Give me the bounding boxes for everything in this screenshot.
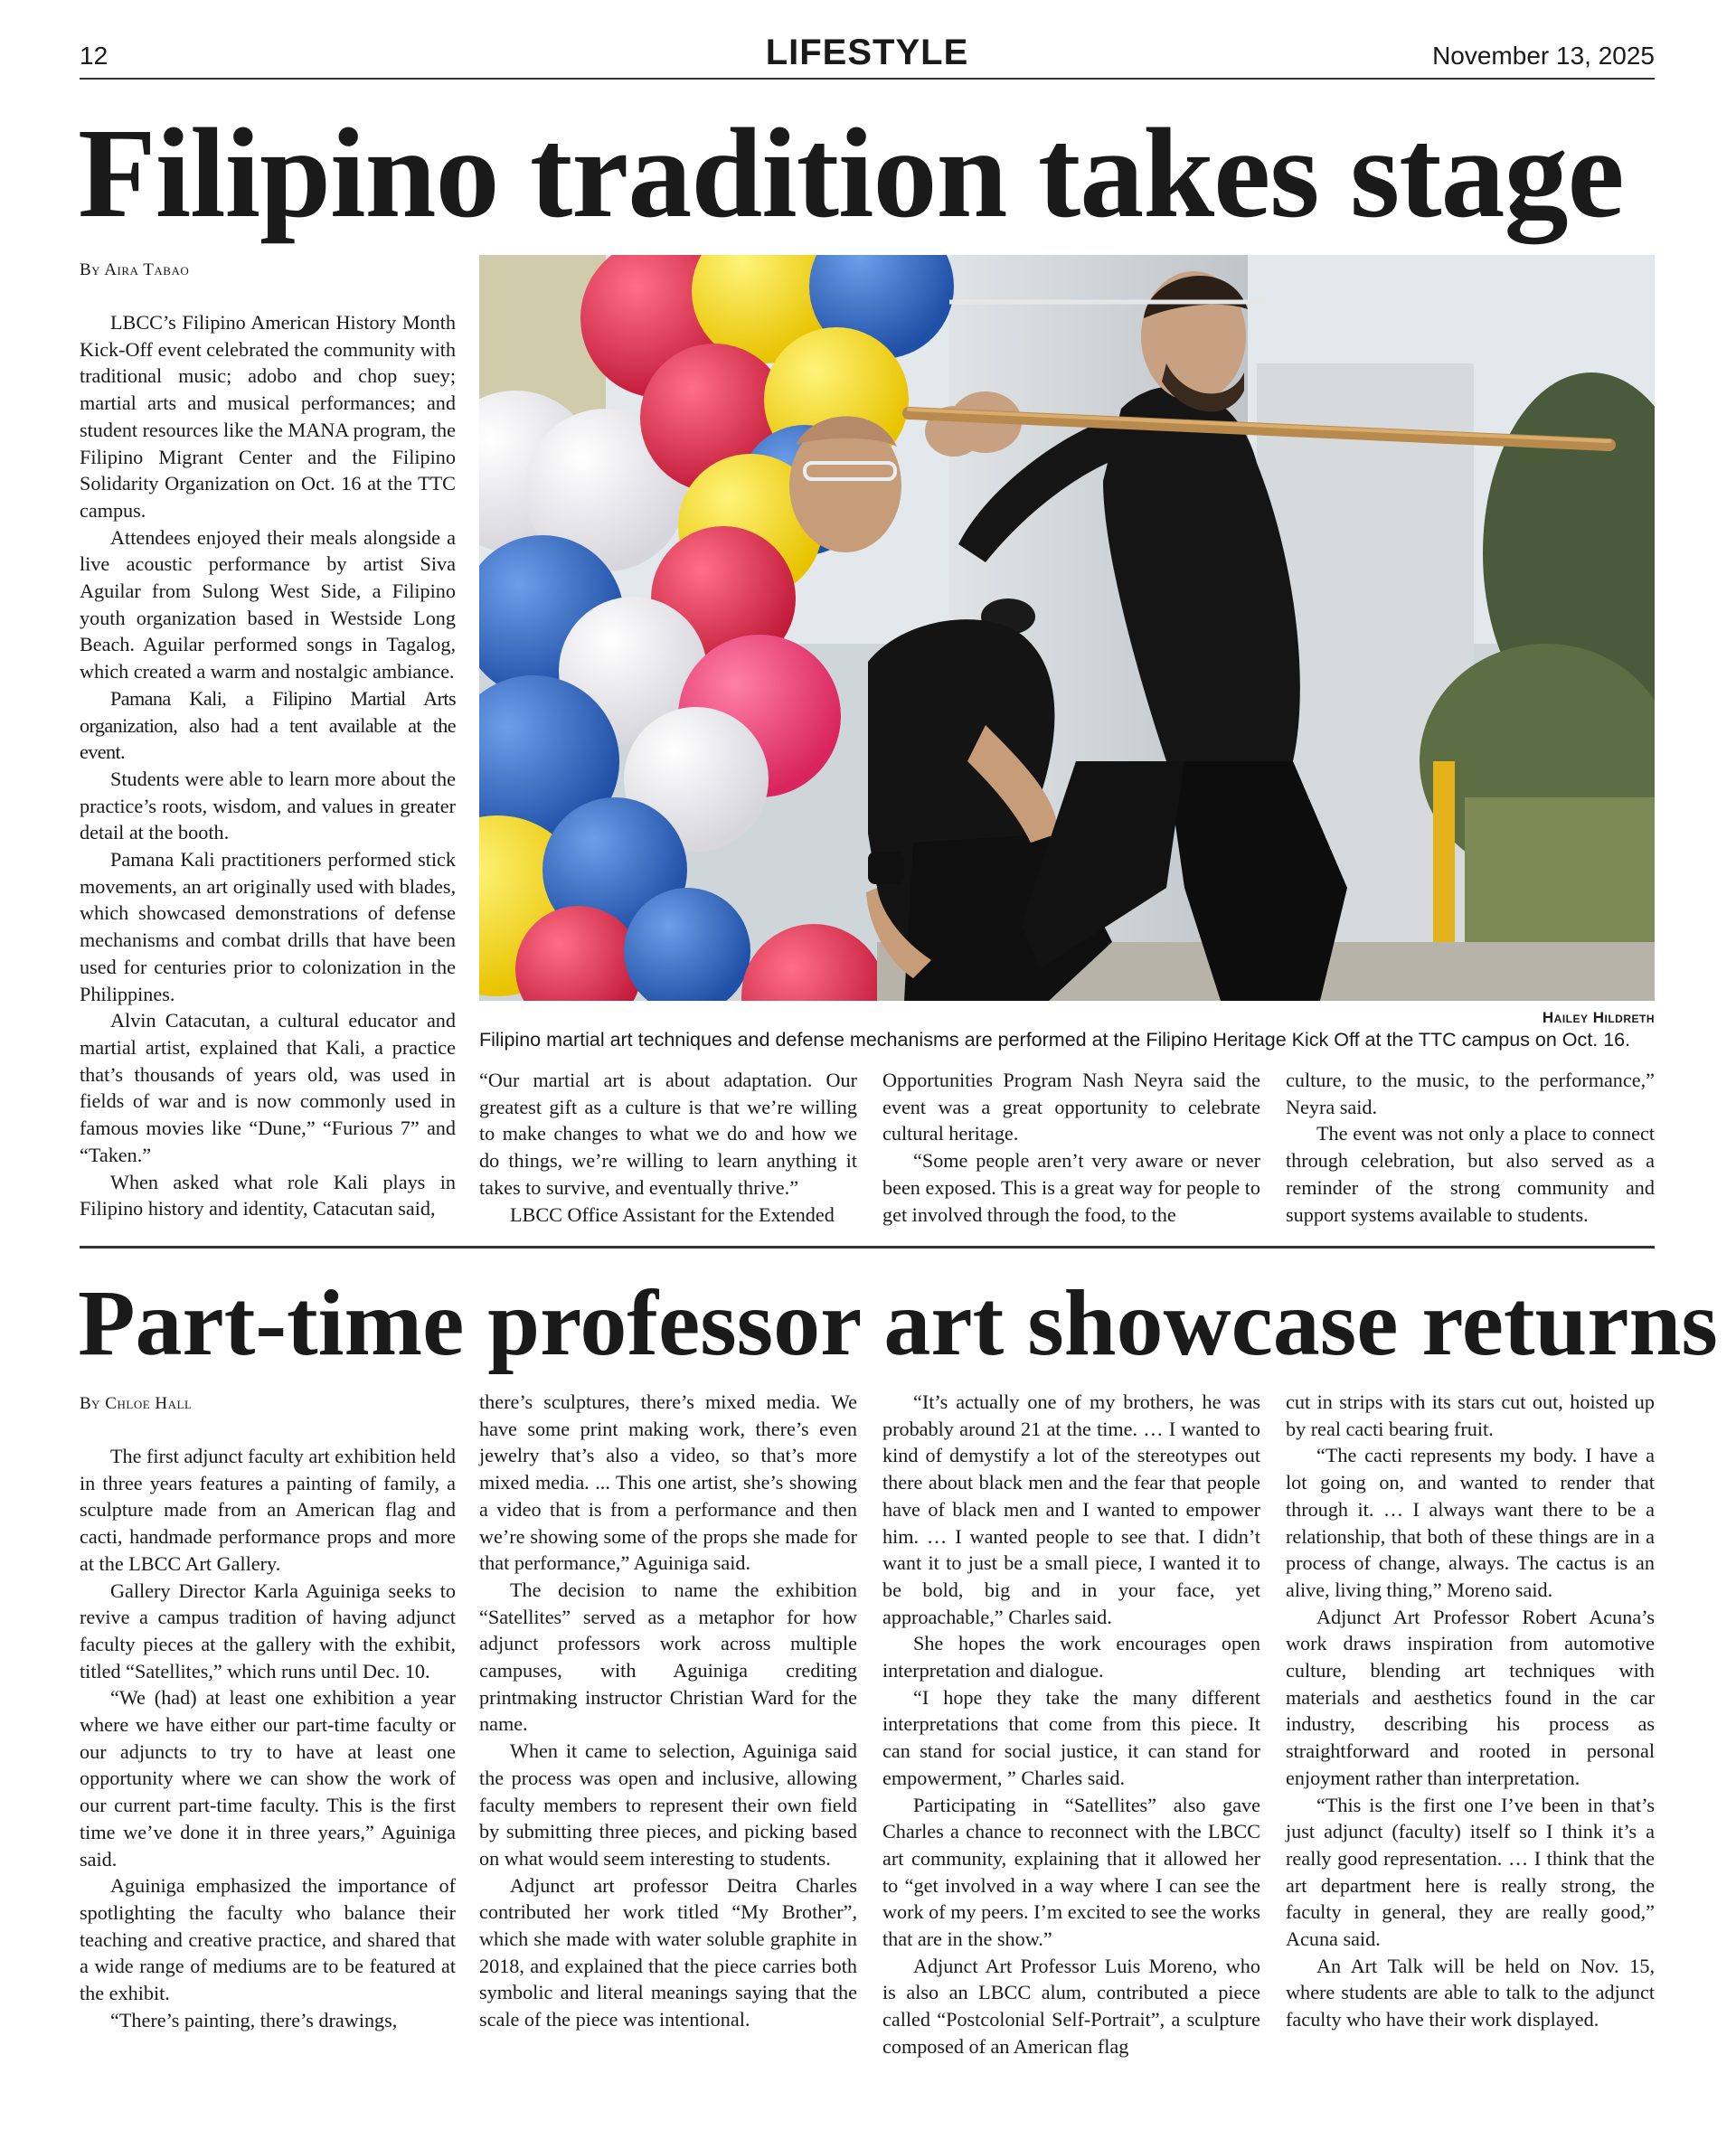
paragraph: She hopes the work encourages open interpretation and dialogue. [882, 1632, 1260, 1682]
paragraph: Opportunities Program Nash Neyra said the event was a great opportunity to celebrate cultural heritage. [882, 1069, 1260, 1145]
paragraph: The first adjunct faculty art exhibition held in three years features a painting of family, a sculpture made from an American flag and cacti, handmade performance props and more at the LBCC Art Gallery. [80, 1445, 456, 1575]
page-header [80, 33, 1655, 80]
article1-byline: By Aira Tabao [80, 260, 190, 279]
paragraph: Pamana Kali, a Filipino Martial Arts organization, also had a tent available at the event. [80, 686, 456, 764]
paragraph: Adjunct Art Professor Luis Moreno, who is also an LBCC alum, contributed a piece called “Postcolonial Self-Portrait”, a sculpture composed of an American flag [882, 1954, 1260, 2058]
paragraph: “I hope they take the many different interpretations that come from this piece. It can stand for social justice, it can stand for empowerment, ” Charles said. [882, 1685, 1260, 1789]
paragraph: Attendees enjoyed their meals alongside a live acoustic performance by artist Siva Aguilar from Sulong West Side, a Filipino youth organization based in Westside Long Beach. Aguilar performed songs in Tagalog, which created a warm and nostalgic ambiance. [80, 525, 456, 683]
paragraph: “This is the first one I’ve been in that’s just adjunct (faculty) itself so I think it’s a really good representation. … I think that the art department here is really strong, the faculty in general, they are really good,” Acuna said. [1286, 1793, 1655, 1951]
paragraph: LBCC Office Assistant for the Extended [510, 1202, 835, 1226]
article1-column-1 [80, 309, 456, 1222]
paragraph: When asked what role Kali plays in Filipino history and identity, Catacutan said, [80, 1170, 456, 1221]
paragraph: “The cacti represents my body. I have a lot going on, and wanted to render that through it. … I always want there to be a relationship, that both of these things are in a process of change, always. The cactus is an alive, living thing,” Moreno said. [1286, 1444, 1655, 1601]
article2-column-4 [1286, 1389, 1655, 2033]
paragraph: The decision to name the exhibition “Satellites” served as a metaphor for how adjunct professors work across multiple campuses, with Aguiniga crediting printmaking instructor Christian Ward for the name. [479, 1578, 857, 1736]
article2-column-3 [882, 1389, 1260, 2060]
photo-caption: Filipino martial art techniques and defense mechanisms are performed at the Filipino Heritage Kick Off at the TTC campus on Oct. 16. [479, 1029, 1631, 1051]
issue-date: November 13, 2025 [1432, 42, 1655, 70]
paragraph: Adjunct Art Professor Robert Acuna’s work draws inspiration from automotive culture, blending art techniques with materials and aesthetics found in the car industry, describing his process as straightforward and rooted in personal enjoyment rather than interpretation. [1286, 1605, 1655, 1789]
article2-headline: Part-time professor art showcase returns [78, 1271, 1718, 1375]
paragraph: Aguiniga emphasized the importance of spotlighting the faculty who balance their teaching and creative practice, and shared that a wide range of mediums are to be featured at the exhibit. [80, 1874, 456, 2005]
article2-byline: By Chloe Hall [80, 1394, 193, 1413]
paragraph: Students were able to learn more about the practice’s roots, wisdom, and values in greater detail at the booth. [80, 767, 456, 844]
paragraph: Pamana Kali practitioners performed stick movements, an art originally used with blades, which showcased demonstrations of defense mechanisms and combat drills that have been used for centuries prior to colonization in the Philippines. [80, 848, 456, 1005]
paragraph: cut in strips with its stars cut out, hoisted up by real cacti bearing fruit. [1286, 1390, 1655, 1440]
paragraph: “It’s actually one of my brothers, he was probably around 21 at the time. … I wanted to kind of demystify a lot of the stereotypes out there about black men and the fear that people have of black men and I wanted to empower him. … I wanted people to see that. I didn’t want it to just be a small piece, I wanted it to be bold, big and in your face, yet approachable,” Charles said. [882, 1390, 1260, 1628]
paragraph: The event was not only a place to connect through celebration, but also served as a reminder of the strong community and support systems available to students. [1286, 1122, 1655, 1226]
paragraph: Gallery Director Karla Aguiniga seeks to revive a campus tradition of having adjunct faculty pieces at the gallery with the exhibit, titled “Satellites,” which runs until Dec. 10. [80, 1579, 456, 1682]
article2-column-1 [80, 1443, 456, 2033]
article1-photo [479, 255, 1655, 1001]
paragraph: “Our martial art is about adaptation. Our greatest gift as a culture is that we’re willing to make changes to what we do and how we do things, we’re willing to learn anything it takes to survive, and eventually thrive.” [479, 1069, 857, 1199]
paragraph: culture, to the music, to the performance,” Neyra said. [1286, 1069, 1655, 1118]
paragraph: Alvin Catacutan, a cultural educator and martial artist, explained that Kali, a practice that’s thousands of years old, was used in fields of war and is now commonly used in famous movies like “Dune,” “Furious 7” and “Taken.” [80, 1009, 456, 1166]
page-number: 12 [80, 42, 108, 70]
photo-credit: Hailey Hildreth [1542, 1009, 1655, 1026]
martial-arts-photo [479, 255, 1655, 1001]
article2-column-2 [479, 1389, 857, 2033]
paragraph: LBCC’s Filipino American History Month Kick-Off event celebrated the community with traditional music; adobo and chop suey; martial arts and musical performances; and student resources like the MANA program, the Filipino Migrant Center and the Filipino Solidarity Organization on Oct. 16 at the TTC campus. [80, 311, 456, 522]
article1-column-2 [479, 1067, 857, 1228]
paragraph: An Art Talk will be held on Nov. 15, where students are able to talk to the adjunct faculty who have their work displayed. [1286, 1954, 1655, 2031]
paragraph: Adjunct art professor Deitra Charles contributed her work titled “My Brother”, which she made with water soluble graphite in 2018, and explained that the piece carries both symbolic and literal meanings saying that the scale of the piece was intentional. [479, 1873, 857, 2031]
paragraph: there’s sculptures, there’s mixed media. We have some print making work, there’s even jewelry that’s also a video, so that’s more mixed media. ... This one artist, she’s showing a video that is from a performance and then we’re showing some of the props she made for that performance,” Aguiniga said. [479, 1390, 857, 1575]
article1-column-4 [1286, 1067, 1655, 1228]
paragraph: “Some people aren’t very aware or never been exposed. This is a great way for people to get involved through the food, to the [882, 1149, 1260, 1226]
paragraph: “There’s painting, there’s drawings, [110, 2008, 398, 2031]
paragraph: “We (had) at least one exhibition a year where we have either our part-time faculty or our adjuncts to try to have at least one opportunity where we can show the work of our current part-time faculty. This is the first time we’ve done it in three years,” Aguiniga said. [80, 1686, 456, 1871]
article1-headline: Filipino tradition takes stage [78, 101, 1624, 244]
paragraph: Participating in “Satellites” also gave Charles a chance to reconnect with the LBCC art community, explaining that it allowed her to “get involved in a way where I can see the work of my peers. I’m excited to see the works that are in the show.” [882, 1793, 1260, 1951]
section-name: LIFESTYLE [765, 33, 969, 72]
article-divider [80, 1246, 1655, 1249]
article1-column-3 [882, 1067, 1260, 1228]
paragraph: When it came to selection, Aguiniga said the process was open and inclusive, allowing faculty members to represent their own field by submitting three pieces, and picking based on what would seem interesting to students. [479, 1739, 857, 1870]
